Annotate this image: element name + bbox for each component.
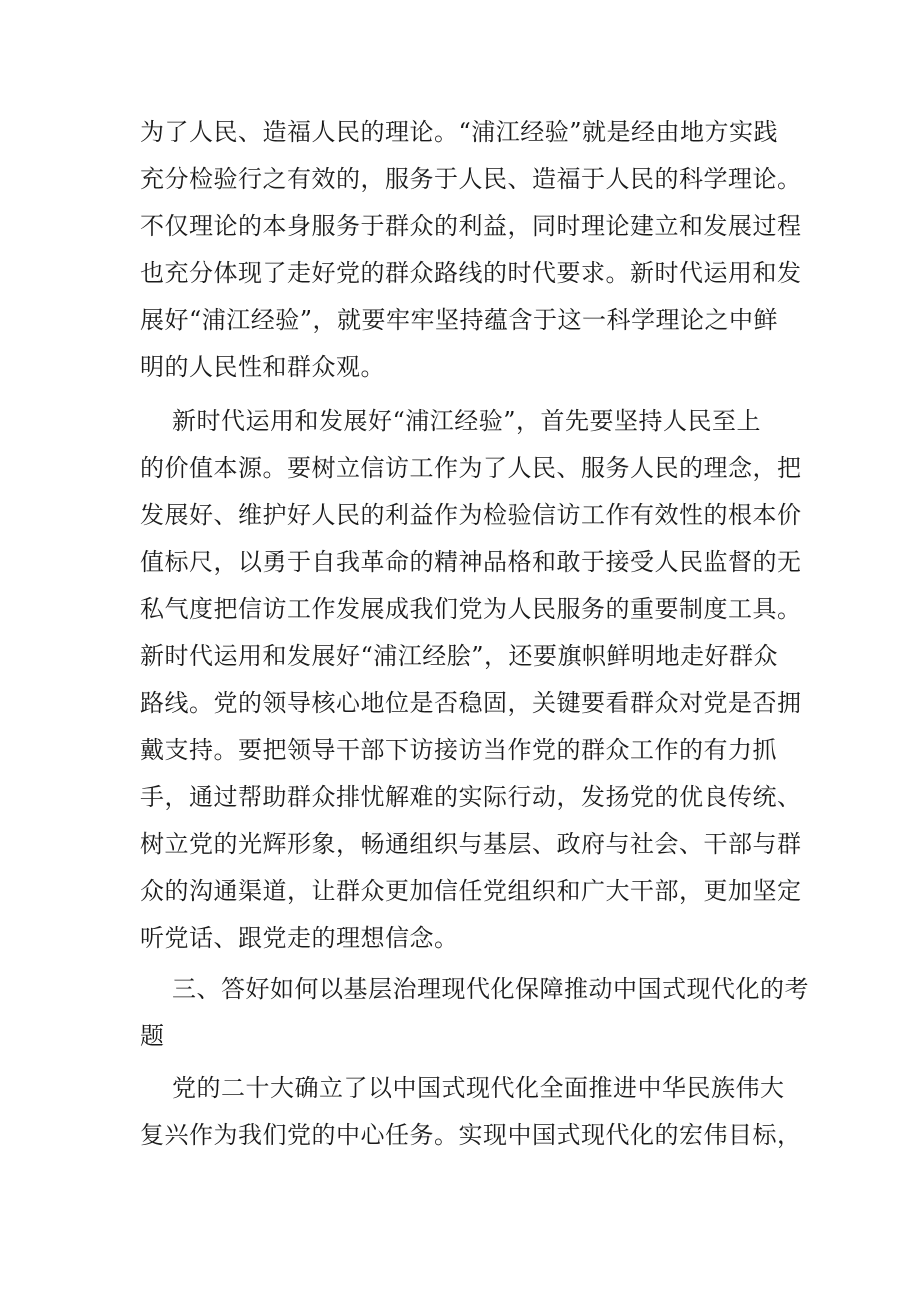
text-line: 展好“浦江经验”，就要牢牢坚持蕴含于这一科学理论之中鲜 [140, 306, 779, 334]
text-line: 明的人民性和群众观。 [140, 353, 385, 381]
text-line: 树立党的光辉形象，畅通组织与基层、政府与社会、干部与群 [140, 830, 802, 858]
paragraph-first-line: 新时代运用和发展好“浦江经验”，首先要坚持人民至上 [172, 407, 762, 435]
text-line: 戴支持。要把领导干部下访接访当作党的群众工作的有力抓 [140, 736, 777, 764]
text-line: 为了人民、造福人民的理论。“浦江经验”就是经由地方实践 [140, 118, 779, 146]
paragraph-first-line: 党的二十大确立了以中国式现代化全面推进中华民族伟大 [172, 1074, 785, 1102]
text-line: 值标尺，以勇于自我革命的精神品格和敢于接受人民监督的无 [140, 548, 802, 576]
text-line: 新时代运用和发展好“浦江经脍”，还要旗帜鲜明地走好群众 [140, 642, 779, 670]
text-line: 也充分体现了走好党的群众路线的时代要求。新时代运用和发 [140, 259, 802, 287]
text-line: 手，通过帮助群众排忧解难的实际行动，发扬党的优良传统、 [140, 783, 802, 811]
text-line: 路线。党的领导核心地位是否稳固，关键要看群众对党是否拥 [140, 689, 802, 717]
text-line: 私气度把信访工作发展成我们党为人民服务的重要制度工具。 [140, 595, 802, 623]
section-heading-continued: 题 [140, 1022, 165, 1050]
text-line: 发展好、维护好人民的利益作为检验信访工作有效性的根本价 [140, 501, 802, 529]
text-line: 复兴作为我们党的中心任务。实现中国式现代化的宏伟目标， [140, 1121, 802, 1149]
text-line: 不仅理论的本身服务于群众的利益，同时理论建立和发展过程 [140, 212, 802, 240]
section-heading: 三、答好如何以基层治理现代化保障推动中国式现代化的考 [172, 975, 809, 1003]
text-line: 充分检验行之有效的，服务于人民、造福于人民的科学理论。 [140, 165, 802, 193]
text-line: 众的沟通渠道，让群众更加信任党组织和广大干部，更加坚定 [140, 877, 802, 905]
text-line: 听党话、跟党走的理想信念。 [140, 924, 459, 952]
text-line: 的价值本源。要树立信访工作为了人民、服务人民的理念，把 [140, 454, 802, 482]
